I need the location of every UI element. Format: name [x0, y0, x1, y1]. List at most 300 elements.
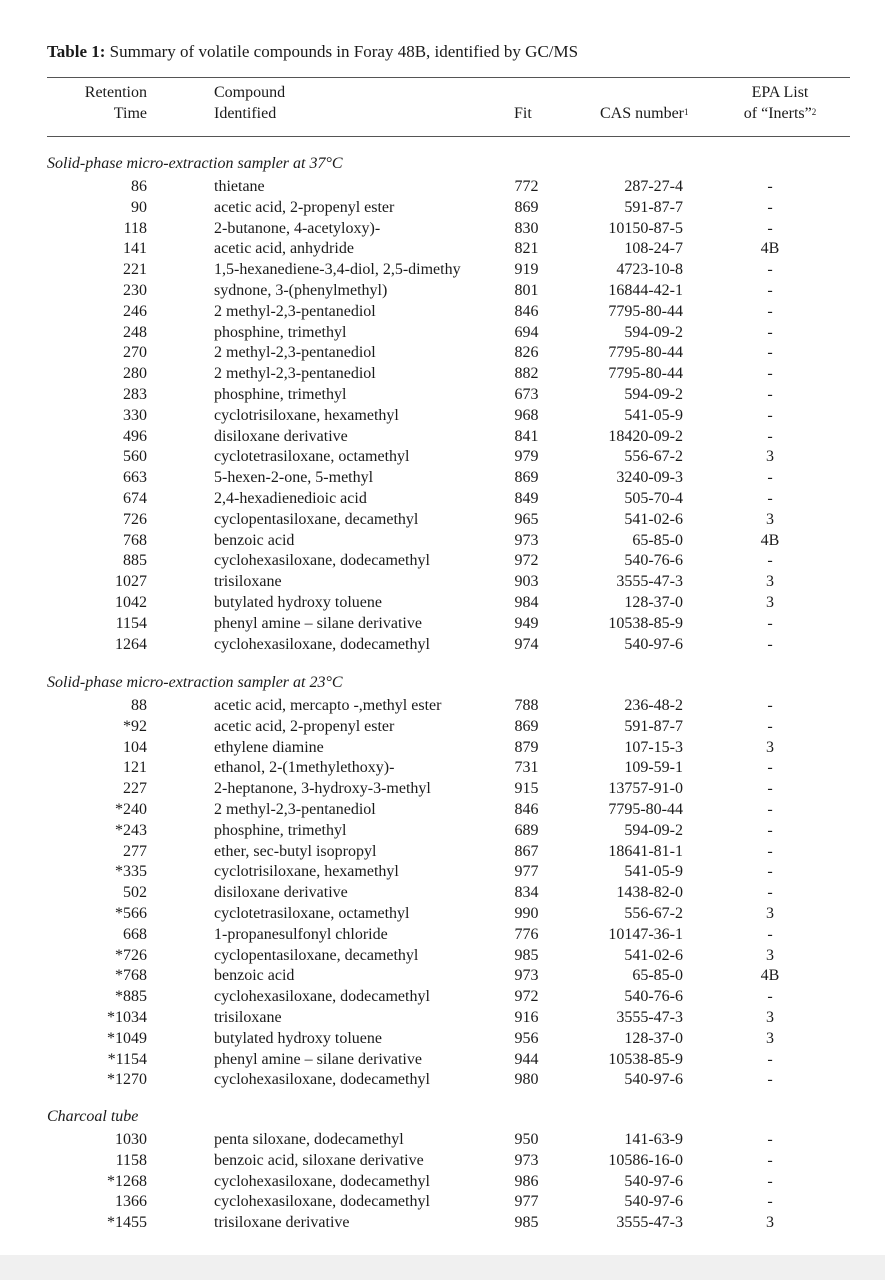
fit-cell: 985	[514, 1214, 539, 1231]
fit-cell: 830	[514, 220, 539, 237]
epa-list-cell: 3	[766, 511, 774, 528]
retention-time-cell: 1158	[115, 1152, 147, 1169]
compound-cell: acetic acid, 2-propenyl ester	[214, 718, 395, 735]
cas-number-cell: 108-24-7	[624, 240, 683, 257]
retention-time-cell: 1042	[115, 594, 147, 611]
retention-time-cell: 885	[123, 552, 147, 569]
compound-cell: phenyl amine – silane derivative	[214, 615, 422, 632]
compound-cell: 2,4-hexadienedioic acid	[214, 490, 367, 507]
table-row	[0, 737, 885, 758]
compound-cell: 2 methyl-2,3-pentanediol	[214, 365, 376, 382]
cas-number-cell: 65-85-0	[632, 532, 683, 549]
cas-number-cell: 10150-87-5	[608, 220, 683, 237]
fit-cell: 879	[514, 739, 539, 756]
retention-time-cell: 118	[123, 220, 147, 237]
epa-list-cell: -	[767, 1193, 773, 1210]
fit-cell: 821	[514, 240, 539, 257]
compound-cell: cyclohexasiloxane, dodecamethyl	[214, 1173, 430, 1190]
cas-number-cell: 236-48-2	[624, 697, 683, 714]
epa-list-cell: 3	[766, 573, 774, 590]
compound-cell: acetic acid, mercapto -,methyl ester	[214, 697, 442, 714]
compound-cell: phenyl amine – silane derivative	[214, 1051, 422, 1068]
fit-cell: 903	[514, 573, 539, 590]
fit-cell: 834	[514, 884, 539, 901]
fit-cell: 986	[514, 1173, 539, 1190]
retention-time-cell: 141	[123, 240, 147, 257]
header-epa	[720, 82, 840, 124]
table-row	[0, 1007, 885, 1028]
cas-number-cell: 556-67-2	[624, 905, 683, 922]
compound-cell: acetic acid, anhydride	[214, 240, 354, 257]
retention-time-cell: 1366	[115, 1193, 147, 1210]
fit-cell: 841	[514, 428, 539, 445]
compound-cell: 1-propanesulfonyl chloride	[214, 926, 388, 943]
compound-cell: penta siloxane, dodecamethyl	[214, 1131, 404, 1148]
epa-list-cell: -	[767, 636, 773, 653]
retention-time-cell: 121	[123, 759, 147, 776]
retention-time-cell: *885	[115, 988, 147, 1005]
fit-cell: 974	[514, 636, 539, 653]
epa-list-cell: -	[767, 282, 773, 299]
compound-cell: acetic acid, 2-propenyl ester	[214, 199, 395, 216]
epa-list-cell: -	[767, 843, 773, 860]
compound-cell: thietane	[214, 178, 265, 195]
compound-cell: cyclohexasiloxane, dodecamethyl	[214, 1071, 430, 1088]
table-header-rule	[47, 136, 850, 137]
retention-time-cell: 86	[131, 178, 147, 195]
compound-cell: cyclohexasiloxane, dodecamethyl	[214, 636, 430, 653]
cas-number-cell: 10586-16-0	[608, 1152, 683, 1169]
epa-list-cell: -	[767, 178, 773, 195]
epa-list-cell: 3	[766, 448, 774, 465]
table-row	[0, 176, 885, 197]
cas-number-cell: 13757-91-0	[608, 780, 683, 797]
cas-number-cell: 10538-85-9	[608, 615, 683, 632]
compound-cell: cyclohexasiloxane, dodecamethyl	[214, 988, 430, 1005]
cas-number-cell: 3240-09-3	[616, 469, 683, 486]
header-epa-footnote: 2	[811, 107, 817, 117]
table-row	[0, 1191, 885, 1212]
retention-time-cell: *240	[115, 801, 147, 818]
header-retention-time	[57, 82, 147, 124]
epa-list-cell: -	[767, 552, 773, 569]
cas-number-cell: 18641-81-1	[608, 843, 683, 860]
cas-number-cell: 7795-80-44	[608, 365, 683, 382]
fit-cell: 915	[514, 780, 539, 797]
cas-number-cell: 128-37-0	[624, 594, 683, 611]
table-row	[0, 716, 885, 737]
cas-number-cell: 107-15-3	[624, 739, 683, 756]
cas-number-cell: 10147-36-1	[608, 926, 683, 943]
retention-time-cell: *1455	[107, 1214, 147, 1231]
compound-cell: 5-hexen-2-one, 5-methyl	[214, 469, 374, 486]
cas-number-cell: 591-87-7	[624, 199, 683, 216]
header-compound-line1: Compound	[214, 84, 286, 101]
retention-time-cell: 1154	[115, 615, 147, 632]
compound-cell: disiloxane derivative	[214, 428, 348, 445]
epa-list-cell: -	[767, 490, 773, 507]
compound-cell: sydnone, 3-(phenylmethyl)	[214, 282, 388, 299]
cas-number-cell: 594-09-2	[624, 386, 683, 403]
compound-cell: disiloxane derivative	[214, 884, 348, 901]
table-row	[0, 1069, 885, 1090]
table-row	[0, 861, 885, 882]
table-row	[0, 1212, 885, 1233]
cas-number-cell: 540-97-6	[624, 1071, 683, 1088]
table-row	[0, 1171, 885, 1192]
compound-cell: phosphine, trimethyl	[214, 324, 347, 341]
fit-cell: 919	[514, 261, 539, 278]
table-row	[0, 1049, 885, 1070]
retention-time-cell: *726	[115, 947, 147, 964]
epa-list-cell: -	[767, 324, 773, 341]
fit-cell: 956	[514, 1030, 539, 1047]
table-row	[0, 259, 885, 280]
epa-list-cell: -	[767, 615, 773, 632]
fit-cell: 776	[514, 926, 539, 943]
compound-cell: trisiloxane derivative	[214, 1214, 350, 1231]
cas-number-cell: 505-70-4	[624, 490, 683, 507]
compound-cell: 2 methyl-2,3-pentanediol	[214, 801, 376, 818]
cas-number-cell: 540-76-6	[624, 988, 683, 1005]
retention-time-cell: 560	[123, 448, 147, 465]
fit-cell: 869	[514, 469, 539, 486]
epa-list-cell: -	[767, 718, 773, 735]
fit-cell: 846	[514, 303, 539, 320]
epa-list-cell: 3	[766, 594, 774, 611]
table-row	[0, 530, 885, 551]
epa-list-cell: -	[767, 801, 773, 818]
cas-number-cell: 556-67-2	[624, 448, 683, 465]
caption-text: Summary of volatile compounds in Foray 48B, identified by GC/MS	[105, 42, 579, 61]
table-row	[0, 757, 885, 778]
table-row	[0, 446, 885, 467]
table-row	[0, 238, 885, 259]
table-row	[0, 882, 885, 903]
fit-cell: 867	[514, 843, 539, 860]
epa-list-cell: -	[767, 988, 773, 1005]
compound-cell: benzoic acid, siloxane derivative	[214, 1152, 424, 1169]
compound-cell: 2-butanone, 4-acetyloxy)-	[214, 220, 381, 237]
table-row	[0, 778, 885, 799]
retention-time-cell: *335	[115, 863, 147, 880]
fit-cell: 944	[514, 1051, 539, 1068]
table-row	[0, 592, 885, 613]
cas-number-cell: 4723-10-8	[616, 261, 683, 278]
table-row	[0, 841, 885, 862]
table-row	[0, 197, 885, 218]
cas-number-cell: 541-05-9	[624, 407, 683, 424]
fit-cell: 846	[514, 801, 539, 818]
epa-list-cell: 3	[766, 1009, 774, 1026]
fit-cell: 979	[514, 448, 539, 465]
cas-number-cell: 540-97-6	[624, 1193, 683, 1210]
epa-list-cell: 3	[766, 947, 774, 964]
cas-number-cell: 3555-47-3	[616, 573, 683, 590]
cas-number-cell: 591-87-7	[624, 718, 683, 735]
fit-cell: 972	[514, 988, 539, 1005]
retention-time-cell: 88	[131, 697, 147, 714]
fit-cell: 949	[514, 615, 539, 632]
header-epa-label: of “Inerts”	[743, 105, 812, 122]
fit-cell: 801	[514, 282, 539, 299]
table-row	[0, 301, 885, 322]
header-epa-line2	[720, 103, 840, 124]
cas-number-cell: 594-09-2	[624, 324, 683, 341]
fit-cell: 694	[514, 324, 539, 341]
retention-time-cell: *243	[115, 822, 147, 839]
fit-cell: 772	[514, 178, 539, 195]
compound-cell: phosphine, trimethyl	[214, 386, 347, 403]
epa-list-cell: -	[767, 1071, 773, 1088]
fit-cell: 980	[514, 1071, 539, 1088]
compound-cell: cyclopentasiloxane, decamethyl	[214, 511, 419, 528]
fit-cell: 985	[514, 947, 539, 964]
compound-cell: trisiloxane	[214, 573, 282, 590]
header-epa-line1: EPA List	[751, 84, 809, 101]
compound-cell: cyclopentasiloxane, decamethyl	[214, 947, 419, 964]
cas-number-cell: 128-37-0	[624, 1030, 683, 1047]
header-compound-line2: Identified	[214, 105, 277, 122]
retention-time-cell: 502	[123, 884, 147, 901]
table-row	[0, 488, 885, 509]
epa-list-cell: 4B	[760, 532, 780, 549]
cas-number-cell: 3555-47-3	[616, 1009, 683, 1026]
fit-cell: 869	[514, 718, 539, 735]
retention-time-cell: 248	[123, 324, 147, 341]
table-row	[0, 799, 885, 820]
epa-list-cell: -	[767, 386, 773, 403]
cas-number-cell: 7795-80-44	[608, 303, 683, 320]
table-row	[0, 613, 885, 634]
cas-number-cell: 16844-42-1	[608, 282, 683, 299]
epa-list-cell: -	[767, 261, 773, 278]
retention-time-cell: 280	[123, 365, 147, 382]
table-row	[0, 218, 885, 239]
epa-list-cell: -	[767, 697, 773, 714]
header-retention-line1: Retention	[84, 84, 147, 101]
compound-cell: butylated hydroxy toluene	[214, 594, 382, 611]
retention-time-cell: *1270	[107, 1071, 147, 1088]
cas-number-cell: 141-63-9	[624, 1131, 683, 1148]
compound-cell: cyclotetrasiloxane, octamethyl	[214, 448, 410, 465]
epa-list-cell: -	[767, 469, 773, 486]
fit-cell: 869	[514, 199, 539, 216]
compound-cell: cyclohexasiloxane, dodecamethyl	[214, 1193, 430, 1210]
retention-time-cell: 246	[123, 303, 147, 320]
retention-time-cell: 768	[123, 532, 147, 549]
cas-number-cell: 109-59-1	[624, 759, 683, 776]
table-row	[0, 634, 885, 655]
table-row	[0, 1028, 885, 1049]
epa-list-cell: -	[767, 365, 773, 382]
retention-time-cell: 270	[123, 344, 147, 361]
fit-cell: 849	[514, 490, 539, 507]
epa-list-cell: -	[767, 759, 773, 776]
fit-cell: 950	[514, 1131, 539, 1148]
section-title: Charcoal tube	[47, 1108, 139, 1125]
fit-cell: 916	[514, 1009, 539, 1026]
retention-time-cell: 277	[123, 843, 147, 860]
table-row	[0, 924, 885, 945]
compound-cell: ether, sec-butyl isopropyl	[214, 843, 377, 860]
retention-time-cell: *1049	[107, 1030, 147, 1047]
epa-list-cell: -	[767, 1051, 773, 1068]
cas-number-cell: 65-85-0	[632, 967, 683, 984]
compound-cell: 1,5-hexanediene-3,4-diol, 2,5-dimethy	[214, 261, 461, 278]
epa-list-cell: -	[767, 1173, 773, 1190]
section-title: Solid-phase micro-extraction sampler at 37°C	[47, 155, 343, 172]
table-row	[0, 342, 885, 363]
table-row	[0, 405, 885, 426]
cas-number-cell: 7795-80-44	[608, 344, 683, 361]
compound-cell: 2 methyl-2,3-pentanediol	[214, 303, 376, 320]
epa-list-cell: -	[767, 884, 773, 901]
compound-cell: 2-heptanone, 3-hydroxy-3-methyl	[214, 780, 431, 797]
fit-cell: 673	[514, 386, 539, 403]
fit-cell: 731	[514, 759, 539, 776]
fit-cell: 973	[514, 1152, 539, 1169]
table-row	[0, 509, 885, 530]
retention-time-cell: 663	[123, 469, 147, 486]
fit-cell: 973	[514, 967, 539, 984]
fit-cell: 968	[514, 407, 539, 424]
retention-time-cell: *566	[115, 905, 147, 922]
retention-time-cell: 90	[131, 199, 147, 216]
compound-cell: cyclotetrasiloxane, octamethyl	[214, 905, 410, 922]
retention-time-cell: 496	[123, 428, 147, 445]
table-row	[0, 820, 885, 841]
cas-number-cell: 540-76-6	[624, 552, 683, 569]
epa-list-cell: -	[767, 220, 773, 237]
table-row	[0, 1129, 885, 1150]
cas-number-cell: 10538-85-9	[608, 1051, 683, 1068]
epa-list-cell: -	[767, 199, 773, 216]
table-row	[0, 695, 885, 716]
retention-time-cell: 1264	[115, 636, 147, 653]
bottom-strip	[0, 1255, 885, 1280]
table-row	[0, 550, 885, 571]
section-title: Solid-phase micro-extraction sampler at 23°C	[47, 674, 343, 691]
compound-cell: phosphine, trimethyl	[214, 822, 347, 839]
epa-list-cell: -	[767, 926, 773, 943]
epa-list-cell: -	[767, 428, 773, 445]
fit-cell: 972	[514, 552, 539, 569]
epa-list-cell: 3	[766, 1030, 774, 1047]
header-retention-line2: Time	[113, 105, 147, 122]
fit-cell: 788	[514, 697, 539, 714]
retention-time-cell: 726	[123, 511, 147, 528]
cas-number-cell: 541-02-6	[624, 947, 683, 964]
compound-cell: trisiloxane	[214, 1009, 282, 1026]
retention-time-cell: 1027	[115, 573, 147, 590]
fit-cell: 977	[514, 863, 539, 880]
compound-cell: ethylene diamine	[214, 739, 324, 756]
fit-cell: 965	[514, 511, 539, 528]
epa-list-cell: -	[767, 407, 773, 424]
fit-cell: 990	[514, 905, 539, 922]
epa-list-cell: -	[767, 863, 773, 880]
table-row	[0, 965, 885, 986]
compound-cell: cyclotrisiloxane, hexamethyl	[214, 407, 399, 424]
header-compound	[214, 82, 285, 124]
table-caption	[47, 42, 578, 62]
caption-label: Table 1:	[47, 42, 106, 61]
cas-number-cell: 18420-09-2	[608, 428, 683, 445]
cas-number-cell: 540-97-6	[624, 636, 683, 653]
table-row	[0, 384, 885, 405]
retention-time-cell: 674	[123, 490, 147, 507]
table-row	[0, 945, 885, 966]
cas-number-cell: 541-05-9	[624, 863, 683, 880]
table-row	[0, 986, 885, 1007]
table-row	[0, 571, 885, 592]
cas-number-cell: 1438-82-0	[616, 884, 683, 901]
table-row	[0, 903, 885, 924]
fit-cell: 984	[514, 594, 539, 611]
retention-time-cell: *1154	[107, 1051, 147, 1068]
epa-list-cell: -	[767, 780, 773, 797]
epa-list-cell: 4B	[760, 240, 780, 257]
retention-time-cell: *92	[123, 718, 147, 735]
retention-time-cell: 668	[123, 926, 147, 943]
fit-cell: 977	[514, 1193, 539, 1210]
retention-time-cell: 283	[123, 386, 147, 403]
epa-list-cell: 3	[766, 739, 774, 756]
fit-cell: 826	[514, 344, 539, 361]
compound-cell: butylated hydroxy toluene	[214, 1030, 382, 1047]
cas-number-cell: 7795-80-44	[608, 801, 683, 818]
header-cas	[600, 103, 689, 124]
header-cas-label: CAS number	[600, 105, 684, 122]
compound-cell: 2 methyl-2,3-pentanediol	[214, 344, 376, 361]
retention-time-cell: 330	[123, 407, 147, 424]
epa-list-cell: 3	[766, 905, 774, 922]
retention-time-cell: 230	[123, 282, 147, 299]
compound-cell: benzoic acid	[214, 532, 295, 549]
epa-list-cell: -	[767, 1152, 773, 1169]
table-row	[0, 363, 885, 384]
table-top-rule	[47, 77, 850, 78]
compound-cell: cyclohexasiloxane, dodecamethyl	[214, 552, 430, 569]
table-row	[0, 280, 885, 301]
retention-time-cell: *768	[115, 967, 147, 984]
cas-number-cell: 594-09-2	[624, 822, 683, 839]
retention-time-cell: *1034	[107, 1009, 147, 1026]
table-row	[0, 1150, 885, 1171]
compound-cell: ethanol, 2-(1methylethoxy)-	[214, 759, 395, 776]
retention-time-cell: 1030	[115, 1131, 147, 1148]
epa-list-cell: 4B	[760, 967, 780, 984]
epa-list-cell: -	[767, 303, 773, 320]
header-fit: Fit	[514, 105, 532, 122]
retention-time-cell: *1268	[107, 1173, 147, 1190]
cas-number-cell: 540-97-6	[624, 1173, 683, 1190]
table-row	[0, 467, 885, 488]
epa-list-cell: -	[767, 1131, 773, 1148]
retention-time-cell: 221	[123, 261, 147, 278]
table-row	[0, 426, 885, 447]
retention-time-cell: 104	[123, 739, 147, 756]
table-row	[0, 322, 885, 343]
epa-list-cell: -	[767, 344, 773, 361]
cas-number-cell: 3555-47-3	[616, 1214, 683, 1231]
retention-time-cell: 227	[123, 780, 147, 797]
header-cas-footnote: 1	[684, 107, 689, 117]
fit-cell: 882	[514, 365, 539, 382]
cas-number-cell: 287-27-4	[624, 178, 683, 195]
fit-cell: 973	[514, 532, 539, 549]
